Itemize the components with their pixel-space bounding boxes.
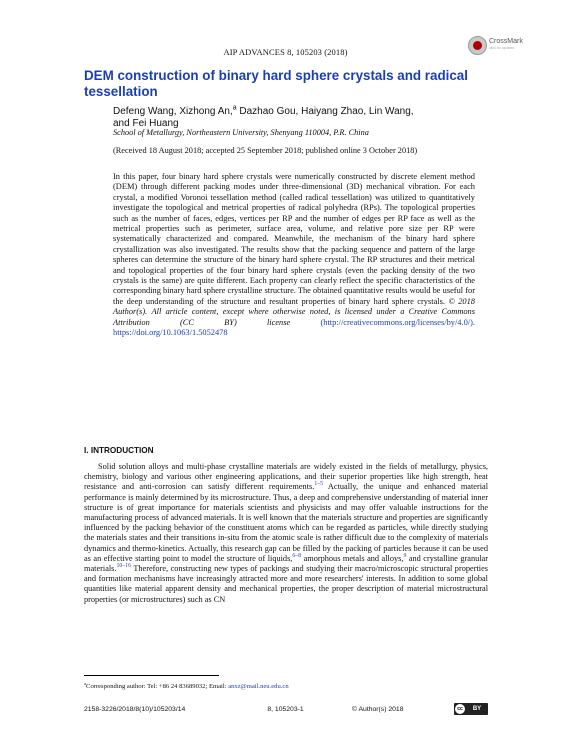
journal-header: AIP ADVANCES 8, 105203 (2018) [223, 47, 348, 57]
email-link[interactable]: anxz@mail.neu.edu.cn [228, 683, 289, 690]
authors-line2: and Fei Huang [113, 118, 179, 129]
intro-sentence: Therefore, constructing new types of packings and studying their macro/microscopic structural properties and formation mechanisms have increasingly attracted more and more researchers' interests. In addition to some global quantities like material apparent density and mechanical properties, the proper description of material microstructural properties (or microstructures) such as CN [84, 564, 488, 604]
by-icon: BY [472, 706, 482, 712]
footer-copyright: © Author(s) 2018 [352, 706, 404, 713]
intro-sentence: amorphous metals and alloys, [301, 553, 404, 563]
footer-page: 8, 105203-1 [267, 706, 304, 713]
intro-sentence: and crystalline granular materials. [84, 553, 488, 574]
abstract-text: In this paper, four binary hard sphere crystals were numerically constructed by discrete element method (DEM) through different packing modes under three-dimensional (3D) mechanical vibration. For each crystal, a modified Voronoi tessellation method (called radical tessellation) was utilized to quantitatively investigate the topological and metrical properties of radical polyhedra (RPs). The topological properties such as the number of faces, edges, vertices per RP and the number of edges per RP face as well as the metrical properties such as perimeter, surface area, volume, and relative pore size per RP were systematically characterized and compared. Meanwhile, the mechanism of the binary hard sphere crystallization was also investigated. The results show that the packing sequence and pattern of the large spheres can determine the structure of the binary hard sphere crystal. The RP structures and their metrical and topological properties of the four binary hard sphere crystals (even the packing density of the two crystals is the same) are quite different. Each property can clearly reflect the specific characteristics of the corresponding binary hard sphere crystalline structure. The obtained quantitative results would be useful for the deep understanding of the structure and resultant properties of binary hard sphere crystals. [113, 172, 475, 306]
crossmark-sub: click for updates [489, 46, 515, 50]
doi-link[interactable]: https://doi.org/10.1063/1.5052478 [113, 328, 228, 338]
section-heading: I. INTRODUCTION [84, 446, 154, 455]
crossmark-badge[interactable] [468, 34, 530, 56]
footnote-divider [84, 675, 219, 676]
authors-line1b: Dazhao Gou, Haiyang Zhao, Lin Wang, [236, 106, 414, 117]
crossmark-icon [468, 36, 487, 55]
affiliation: School of Metallurgy, Northeastern University, Shenyang 110004, P.R. China [113, 128, 369, 137]
abstract [113, 172, 475, 339]
author-list [113, 106, 443, 130]
footnote [84, 680, 488, 690]
crossmark-label: CrossMark [489, 38, 523, 45]
footnote-marker: a [84, 680, 87, 686]
cc-icon: cc [455, 704, 465, 714]
footer-issn: 2158-3226/2018/8(10)/105203/14 [84, 706, 186, 713]
citation-link[interactable]: 6–8 [292, 553, 302, 560]
citation-link[interactable]: 1–5 [314, 481, 324, 488]
authors-line1: Defeng Wang, Xizhong An, [113, 106, 233, 117]
intro-sentence: Actually, the unique and enhanced material performance is mainly determined by its microstructure. Thus, a deep and comprehensive understanding of material inner structure is of great importance for materials scientists and physicists and may offer valuable instructions for the manufacturing process of advanced materials. It is well known that the materials structure and properties are significantly influenced by the packing behavior of the constituent atoms which can be regarded as particles, while directly studying the materials states and their transitions in-situ from the atomic scale is rather difficult due to the complexity of materials dynamics and thermo-kinetics. Actually, this research gap can be filled by the packing of particles because it can be used as an effective starting point to model the structure of liquids, [84, 482, 488, 563]
cc-by-license-icon[interactable] [454, 703, 488, 715]
article-title: DEM construction of binary hard sphere crystals and radical tessellation [84, 68, 468, 99]
introduction-body [84, 462, 488, 605]
citation-link[interactable]: 9 [403, 553, 407, 560]
citation-link[interactable]: 10–16 [116, 563, 131, 570]
footnote-text: Corresponding author: Tel: +86 24 83689032; Email: [86, 683, 229, 690]
intro-sentence: Solid solution alloys and multi-phase crystalline materials are widely existed in the fields of metallurgy, physics, chemistry, biology and various other engineering applications, and their superior properties like high strength, heat resistance and anti-corrosion can satisfy different requirements. [84, 462, 488, 492]
publication-dates: (Received 18 August 2018; accepted 25 September 2018; published online 3 October 2018) [113, 146, 418, 155]
license-text: All article content, except where otherwise noted, is licensed under a Creative Commons Attribution (CC BY) license [113, 307, 475, 327]
author-marker: a [232, 104, 237, 112]
license-link[interactable]: (http://creativecommons.org/licenses/by/4.0/). [320, 317, 475, 327]
abstract-copyright: © 2018 Author(s). [113, 296, 475, 317]
